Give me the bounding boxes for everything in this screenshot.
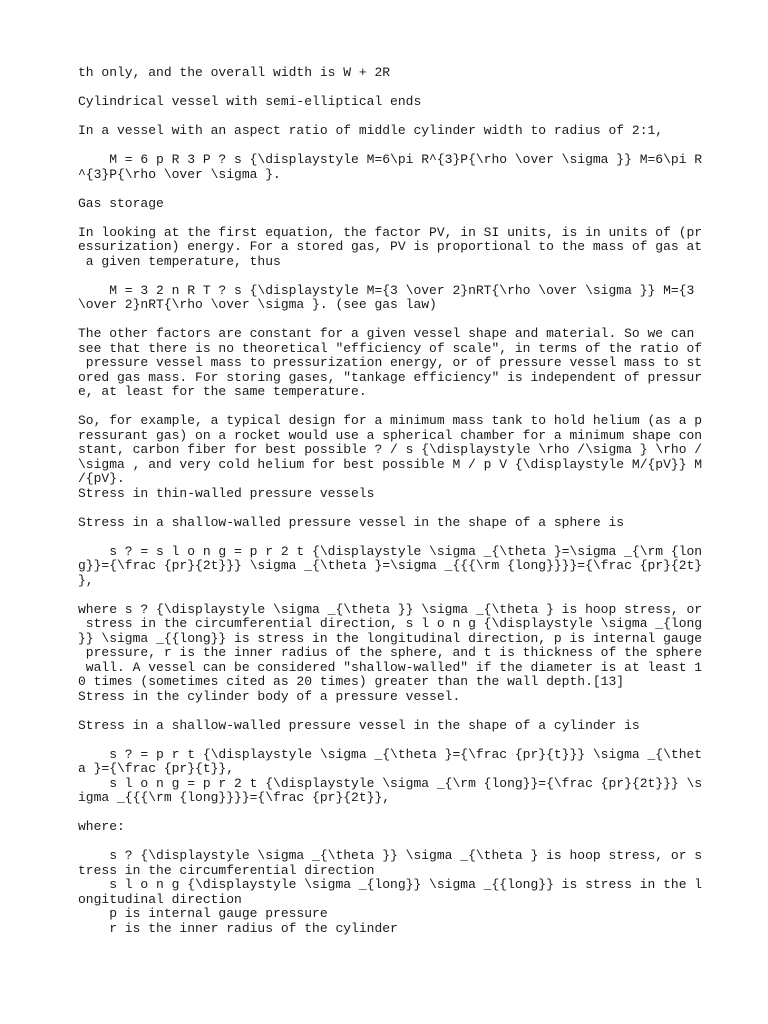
text-line: a given temperature, thus [78, 253, 281, 269]
formula-block [78, 748, 758, 806]
text-line: Stress in a shallow-walled pressure vessel in the shape of a cylinder is [78, 717, 640, 733]
text-line: igma _{{{\rm {long}}}}={\frac {pr}{2t}}, [78, 790, 391, 805]
text-line: a }={\frac {pr}{t}}, [78, 761, 235, 776]
text-line: stant, carbon fiber for best possible ? / s {\displaystyle \rho /\sigma } \rho / [78, 442, 703, 457]
text-line: see that there is no theoretical "efficiency of scale", in terms of the ratio of [78, 340, 703, 356]
text-line: s l o n g {\displaystyle \sigma _{long}} \sigma _{{long}} is stress in the l [78, 877, 703, 892]
paragraph [78, 719, 758, 734]
text-line: s l o n g = p r 2 t {\displaystyle \sigma _{\rm {long}}={\frac {pr}{2t}}} \s [78, 775, 703, 791]
text-line: In a vessel with an aspect ratio of middle cylinder width to radius of 2:1, [78, 123, 664, 138]
paragraph [78, 124, 758, 139]
formula-block [78, 153, 758, 182]
text-line: Stress in a shallow-walled pressure vessel in the shape of a sphere is [78, 514, 625, 530]
text-line: essurization) energy. For a stored gas, PV is proportional to the mass of gas at [78, 239, 703, 254]
paragraph [78, 516, 758, 531]
text-line: M = 6 p R 3 P ? s {\displaystyle M=6\pi R^{3}P{\rho \over \sigma }} M=6\pi R [78, 152, 703, 167]
section-heading [78, 95, 758, 110]
section-heading: Stress in the cylinder body of a pressure vessel. [78, 688, 461, 704]
text-line: stress in the circumferential direction, s l o n g {\displaystyle \sigma _{long [78, 616, 703, 631]
section-heading [78, 197, 758, 212]
text-line: s ? = s l o n g = p r 2 t {\displaystyle \sigma _{\theta }=\sigma _{\rm {lon [78, 543, 703, 559]
text-line: }} \sigma _{{long}} is stress in the longitudinal direction, p is internal gauge [78, 630, 703, 646]
text-line: }, [78, 572, 94, 588]
document-page [78, 66, 758, 936]
text-line: In looking at the first equation, the factor PV, in SI units, is in units of (pr [78, 224, 703, 240]
text-line: \over 2}nRT{\rho \over \sigma }. (see gas law) [78, 297, 437, 312]
text-line: tress in the circumferential direction [78, 862, 375, 878]
text-line: r is the inner radius of the cylinder [78, 920, 398, 936]
text-line: p is internal gauge pressure [78, 906, 328, 921]
text-line: Gas storage [78, 195, 164, 211]
text-line: s ? = p r t {\displaystyle \sigma _{\theta }={\frac {pr}{t}}} \sigma _{\thet [78, 746, 703, 762]
section-heading: Stress in thin-walled pressure vessels [78, 485, 375, 501]
text-line: ^{3}P{\rho \over \sigma }. [78, 166, 281, 182]
text-line: /{pV}. [78, 471, 125, 486]
definition-list [78, 849, 758, 936]
paragraph [78, 327, 758, 400]
text-line: 0 times (sometimes cited as 20 times) greater than the wall depth.[13] [78, 674, 625, 689]
text-line: ongitudinal direction [78, 891, 242, 907]
paragraph [78, 226, 758, 270]
formula-block [78, 284, 758, 313]
text-line: where: [78, 819, 125, 834]
paragraph [78, 603, 758, 705]
paragraph [78, 414, 758, 501]
text-line: \sigma , and very cold helium for best possible M / p V {\displaystyle M/{pV}} M [78, 456, 703, 472]
text-line: where s ? {\displaystyle \sigma _{\theta }} \sigma _{\theta } is hoop stress, or [78, 601, 703, 617]
paragraph [78, 66, 758, 81]
text-line: g}}={\frac {pr}{2t}}} \sigma _{\theta }=\sigma _{{{\rm {long}}}}={\frac {pr}{2t} [78, 558, 703, 573]
text-line: e, at least for the same temperature. [78, 384, 367, 399]
text-line: The other factors are constant for a given vessel shape and material. So we can [78, 326, 695, 341]
text-line: wall. A vessel can be considered "shallow-walled" if the diameter is at least 1 [78, 659, 703, 675]
text-line: pressure vessel mass to pressurization energy, or of pressure vessel mass to st [78, 355, 703, 370]
text-line: So, for example, a typical design for a minimum mass tank to hold helium (as a p [78, 413, 703, 428]
text-line: Cylindrical vessel with semi-elliptical ends [78, 94, 422, 109]
formula-block [78, 545, 758, 589]
text-line: ressurant gas) on a rocket would use a spherical chamber for a minimum shape con [78, 427, 703, 443]
text-line: th only, and the overall width is W + 2R [78, 65, 391, 80]
text-line: pressure, r is the inner radius of the sphere, and t is thickness of the sphere [78, 645, 703, 660]
paragraph [78, 820, 758, 835]
text-line: M = 3 2 n R T ? s {\displaystyle M={3 \over 2}nRT{\rho \over \sigma }} M={3 [78, 282, 695, 298]
text-line: s ? {\displaystyle \sigma _{\theta }} \sigma _{\theta } is hoop stress, or s [78, 848, 703, 863]
text-line: ored gas mass. For storing gases, "tankage efficiency" is independent of pressur [78, 369, 703, 385]
